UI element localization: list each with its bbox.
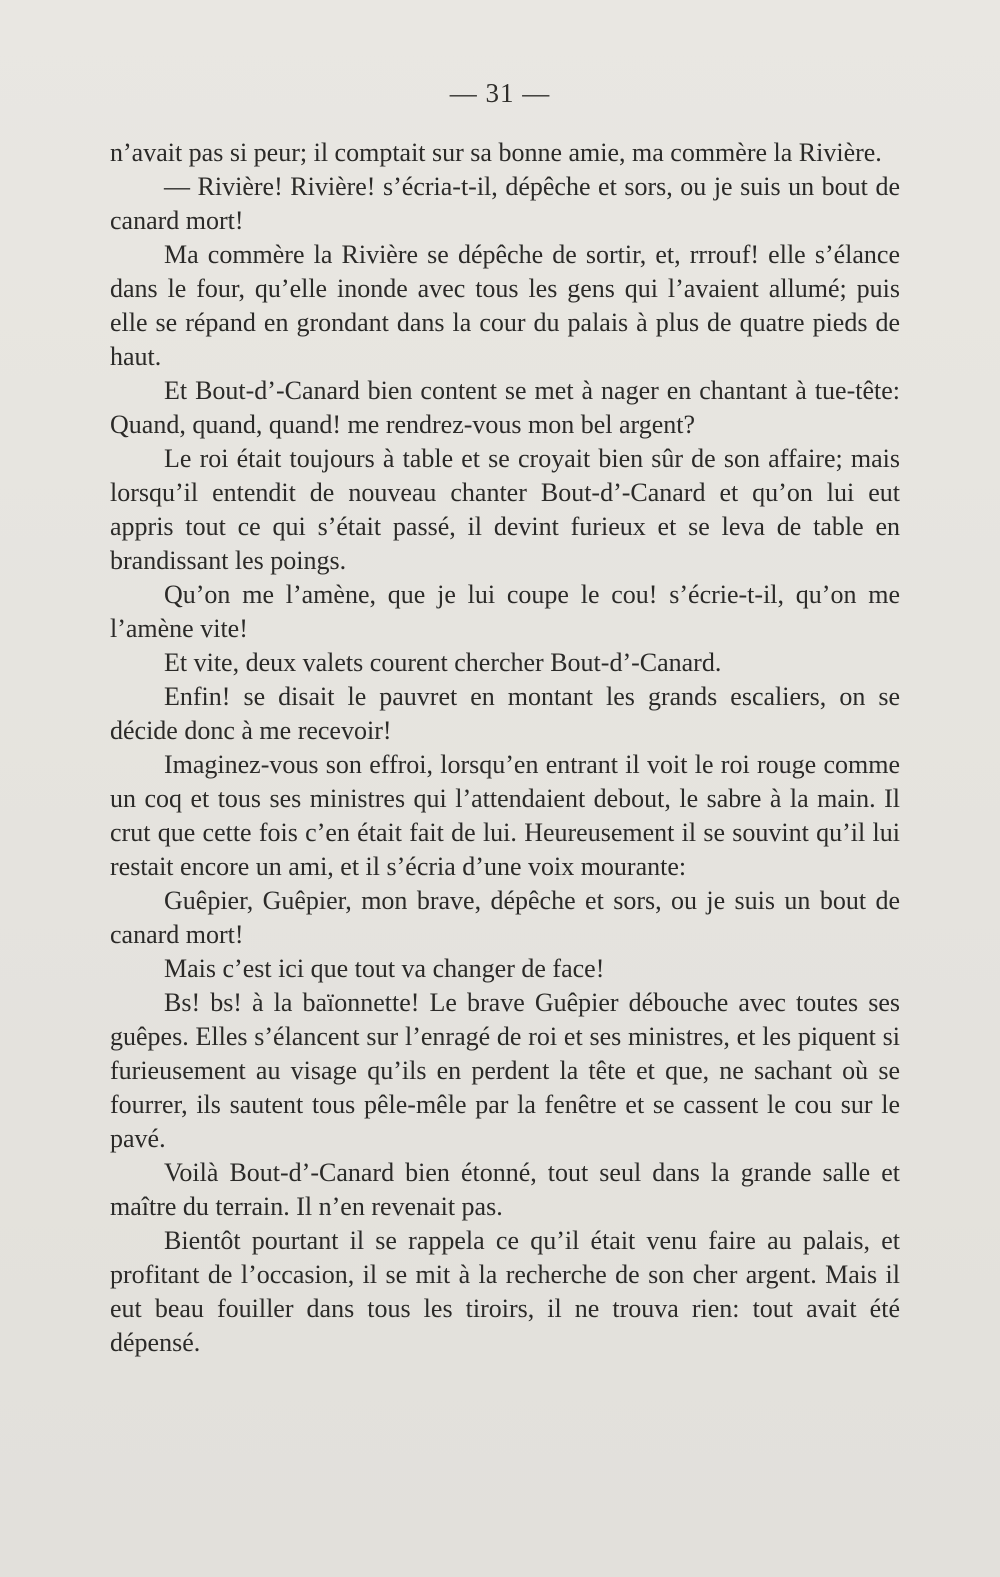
paragraph-3: Ma commère la Rivière se dépêche de sortir, et, rrrouf! elle s’élance dans le four, qu’elle inonde avec tous les gens qui l’avaient allumé; puis elle se répand en grondant dans la cour du palais à plus de quatre pieds de haut.	[110, 240, 900, 371]
paragraph-4: Et Bout-d’-Canard bien content se met à nager en chantant à tue-tête: Quand, quand, quand! me rendrez-vous mon bel argent?	[110, 376, 900, 439]
page-body-text	[110, 136, 900, 1360]
paragraph-5: Le roi était toujours à table et se croyait bien sûr de son affaire; mais lorsqu’il entendit de nouveau chanter Bout-d’-Canard et qu’on lui eut appris tout ce qui s’était passé, il devint furieux et se leva de table en brandissant les poings.	[110, 444, 900, 575]
paragraph-14: Bientôt pourtant il se rappela ce qu’il était venu faire au palais, et profitant de l’occasion, il se mit à la recherche de son cher argent. Mais il eut beau fouiller dans tous les tiroirs, il ne trouva rien: tout avait été dépensé.	[110, 1226, 900, 1357]
paragraph-9: Imaginez-vous son effroi, lorsqu’en entrant il voit le roi rouge comme un coq et tous ses ministres qui l’attendaient debout, le sabre à la main. Il crut que cette fois c’en était fait de lui. Heureusement il se souvint qu’il lui restait encore un ami, et il s’écria d’une voix mourante:	[110, 750, 900, 881]
paragraph-2: — Rivière! Rivière! s’écria-t-il, dépêche et sors, ou je suis un bout de canard mort!	[110, 172, 900, 235]
page-number: — 31 —	[449, 78, 551, 108]
paragraph-12: Bs! bs! à la baïonnette! Le brave Guêpier débouche avec toutes ses guêpes. Elles s’élancent sur l’enragé de roi et ses ministres, et les piquent si furieusement au visage qu’ils en perdent la tête et que, ne sachant où se fourrer, ils sautent tous pêle-mêle par la fenêtre et se cassent le cou sur le pavé.	[110, 988, 900, 1153]
paragraph-11: Mais c’est ici que tout va changer de face!	[164, 954, 605, 983]
paragraph-8: Enfin! se disait le pauvret en montant les grands escaliers, on se décide donc à me recevoir!	[110, 682, 900, 745]
paragraph-7: Et vite, deux valets courent chercher Bout-d’-Canard.	[164, 648, 722, 677]
paragraph-6: Qu’on me l’amène, que je lui coupe le cou! s’écrie-t-il, qu’on me l’amène vite!	[110, 580, 900, 643]
paragraph-13: Voilà Bout-d’-Canard bien étonné, tout seul dans la grande salle et maître du terrain. Il n’en revenait pas.	[110, 1158, 900, 1221]
paragraph-1: n’avait pas si peur; il comptait sur sa bonne amie, ma commère la Rivière.	[110, 138, 882, 167]
paragraph-10: Guêpier, Guêpier, mon brave, dépêche et sors, ou je suis un bout de canard mort!	[110, 886, 900, 949]
